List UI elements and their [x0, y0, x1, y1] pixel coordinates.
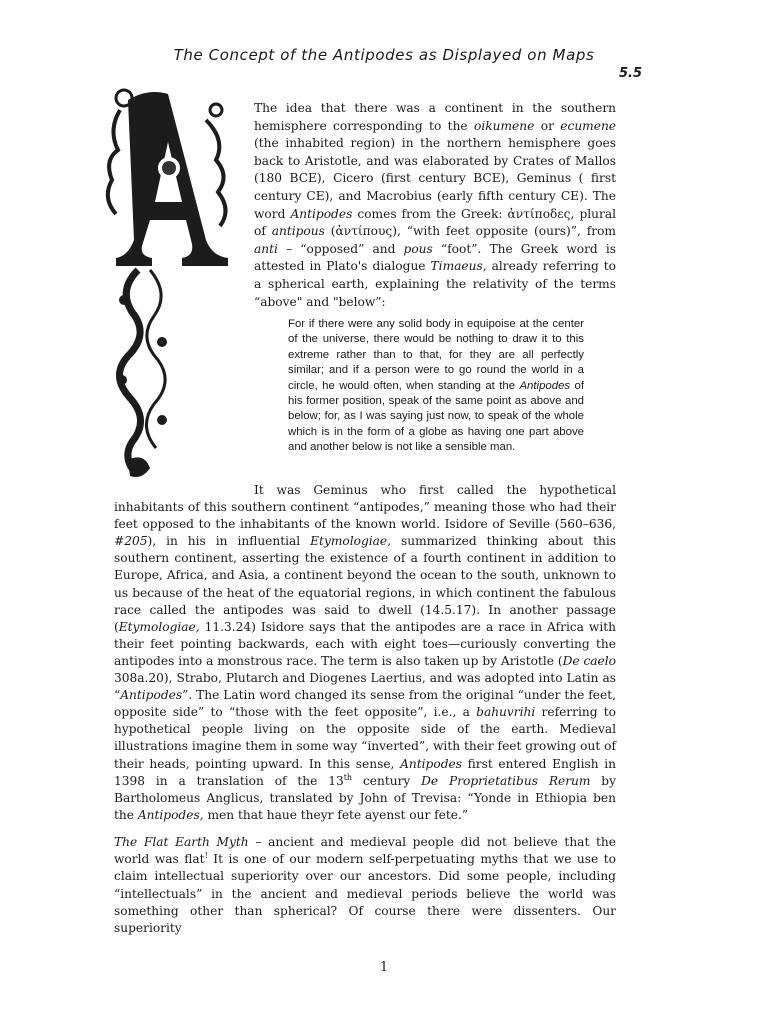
- body-paragraph-geminus: It was Geminus who first called the hypothetical inhabitants of this southern continent “antipodes,” meaning those who had their feet opposed to the inhabitants of the known world. Isidore of Seville (560–636, #205), in his in influential Etymologiae, summarized thinking about this southern continent, asserting the existence of a fourth continent in addition to Europe, Africa, and Asia, a continent beyond the ocean to the south, unknown to us because of the heat of the equatorial regions, in which continent the fabulous race called the antipodes was said to dwell (14.5.17). In another passage (Etymologiae, 11.3.24) Isidore says that the antipodes are a race in Africa with their feet pointing backwards, each with eight toes—curiously converting the antipodes into a monstrous race. The term is also taken up by Aristotle (De caelo 308a.20), Strabo, Plutarch and Diogenes Laertius, and was adopted into Latin as “Antipodes”. The Latin word changed its sense from the original “under the feet, opposite side” to “those with the feet opposite”, i.e., a bahuvrihi referring to hypothetical people living on the opposite side of the earth. Medieval illustrations imagine them in some way “inverted”, with their feet growing out of their heads, pointing upward. In this sense, Antipodes first entered English in 1398 in a translation of the 13th century De Proprietatibus Rerum by Bartholomeus Anglicus, translated by John of Trevisa: “Yonde in Ethiopia ben the Antipodes, men that haue theyr fete ayenst our fete.”: [114, 483, 616, 822]
- body-paragraph-flat-earth: The Flat Earth Myth – ancient and medieval people did not believe that the world was flat! It is one of our modern self-perpetuating myths that we use to claim intellectual superiority over our ancestors. Did some people, including “intellectuals” in the ancient and medieval periods believe the world was something other than spherical? Of course there were dissenters. Our superiority: [114, 835, 616, 936]
- page-title: The Concept of the Antipodes as Displayed on Maps: [173, 46, 595, 64]
- section-number: 5.5: [618, 66, 642, 81]
- intro-paragraph: The idea that there was a continent in the southern hemisphere corresponding to the oikumene or ecumene (the inhabited region) in the northern hemisphere goes back to Aristotle, and was elaborated by Crates of Mallos (180 BCE), Cicero (first century BCE), Geminus ( first century CE), and Macrobius (early fifth century CE). The word Antipodes comes from the Greek: ἀντίποδες, plural of antipous (ἀντίπους), “with feet opposite (ours)”, from anti – “opposed” and pous “foot”. The Greek word is attested in Plato's dialogue Timaeus, already referring to a spherical earth, explaining the relativity of the terms “above" and "below”:: [254, 101, 617, 309]
- plato-block-quote: For if there were any solid body in equipoise at the center of the universe, there would be nothing to draw it to this extreme rather than to that, for they are all perfectly similar; and if a person were to go round the world in a circle, he would often, when standing at the Antipodes of his former position, speak of the same point as above and below; for, as I was saying just now, to speak of the whole which is in the form of a globe as having one part above and another below is not like a sensible man.: [288, 318, 584, 454]
- page-number: 1: [379, 960, 389, 975]
- decorated-initial-illustration: [98, 80, 246, 485]
